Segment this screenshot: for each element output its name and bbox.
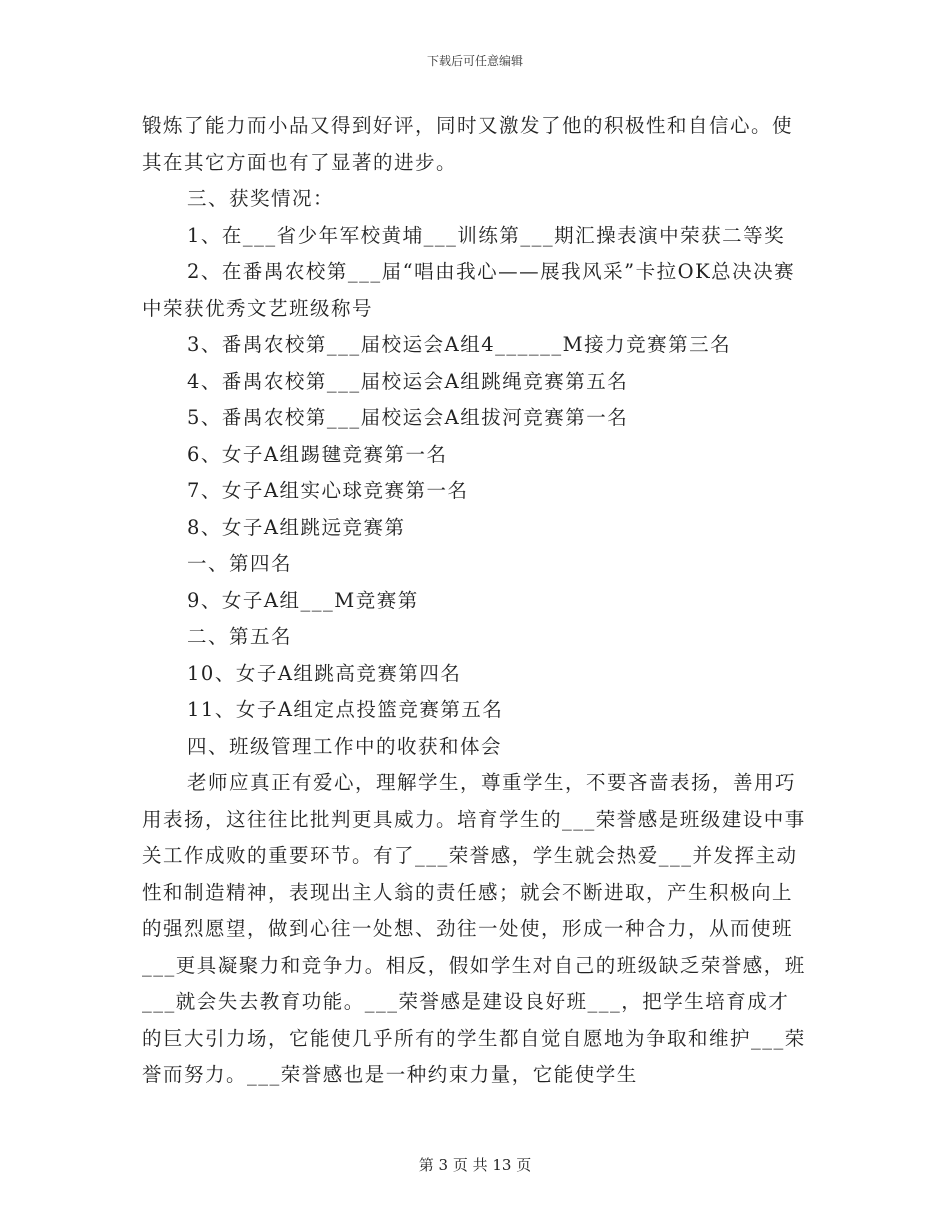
award-item: 一、第四名 bbox=[187, 552, 293, 575]
award-item: 10、女子A组跳高竞赛第四名 bbox=[187, 661, 462, 685]
section-heading-management: 四、班级管理工作中的收获和体会 bbox=[187, 734, 503, 758]
award-item: 1、在___省少年军校黄埔___训练第___期汇操表演中荣获二等奖 bbox=[187, 223, 786, 247]
award-item: 6、女子A组踢毽竞赛第一名 bbox=[187, 442, 448, 466]
award-item: 二、第五名 bbox=[187, 625, 293, 648]
award-item: 2、在番禺农校第___届“唱由我心——展我风采”卡拉OK总决决赛中荣获优秀文艺班级称号 bbox=[142, 260, 796, 320]
page-header-note: 下载后可任意编辑 bbox=[426, 54, 523, 68]
award-item: 11、女子A组定点投篮竞赛第五名 bbox=[187, 698, 504, 721]
body-paragraph: 老师应真正有爱心，理解学生，尊重学生，不要吝啬表扬，善用巧用表扬，这往往比批判更具威力。培育学生的___荣誉感是班级建设中事关工作成败的重要环节。有了___荣誉感，学生就会热爱___并发挥主动性和制造精神，表现出主人翁的责任感；就会不断进取，产生积极向上的强烈愿望，做到心往一处想、劲往一处使，形成一种合力，从而使班___更具凝聚力和竞争力。相反，假如学生对自己的班级缺乏荣誉感，班___就会失去教育功能。___荣誉感是建设良好班___，把学生培育成才的巨大引力场，它能使几乎所有的学生都自觉自愿地为争取和维护___荣誉而努力。___荣誉感也是一种约束力量，它能使学生 bbox=[142, 771, 806, 1086]
award-item: 9、女子A组___M竞赛第 bbox=[187, 588, 419, 612]
page-number: 第 3 页 共 13 页 bbox=[418, 1156, 532, 1174]
award-item: 8、女子A组跳远竞赛第 bbox=[187, 515, 406, 539]
award-item: 7、女子A组实心球竞赛第一名 bbox=[187, 479, 469, 502]
paragraph-continuation: 锻炼了能力而小品又得到好评，同时又激发了他的积极性和自信心。使其在其它方面也有了显著的进步。 bbox=[142, 114, 794, 174]
award-item: 4、番禺农校第___届校运会A组跳绳竞赛第五名 bbox=[187, 369, 629, 393]
award-item: 3、番禺农校第___届校运会A组4______M接力竞赛第三名 bbox=[187, 333, 732, 356]
section-heading-awards: 三、获奖情况： bbox=[187, 187, 335, 210]
award-item: 5、番禺农校第___届校运会A组拔河竞赛第一名 bbox=[187, 406, 629, 429]
document-body bbox=[142, 108, 810, 1094]
